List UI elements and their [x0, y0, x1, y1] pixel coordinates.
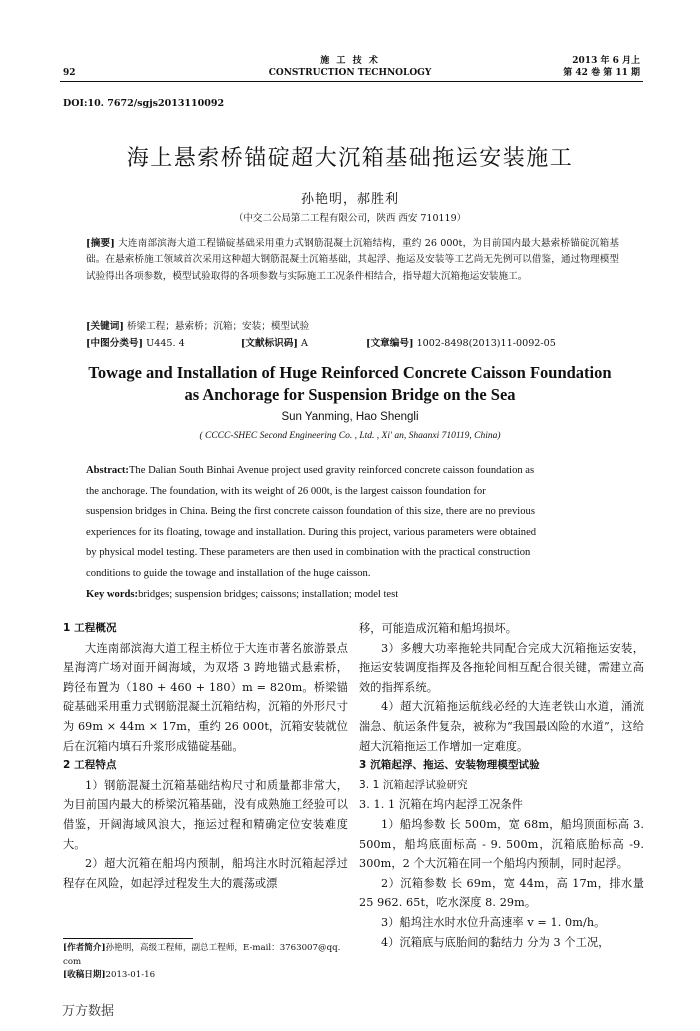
footnote-rule: [63, 938, 193, 939]
classification-row: [86, 335, 626, 349]
received-date-label: [收稿日期]: [63, 970, 106, 980]
section-3-1-1-heading: 3. 1. 1 沉箱在坞内起浮工况条件: [359, 798, 524, 812]
paragraph: 大连南部滨海大道工程主桥位于大连市著名旅游景点星海湾广场对面开阔海域，为双塔 3 跨地锚式悬索桥，跨径布置为（180 + 460 + 180）m = 820m。桥梁锚碇基础采用重力式钢筋混凝土沉箱结构，沉箱的外形尺寸为 69m × 44m × 17m，重约 26 000t，沉箱安装就位后在沉箱内填石升浆形成锚碇基础。: [63, 641, 348, 753]
abstract-en-line: The Dalian South Binhai Avenue project used gravity reinforced concrete caisson foundation as: [128, 465, 535, 476]
keywords-cn-label: [关键词]: [86, 321, 124, 332]
section-3-heading: 3 沉箱起浮、拖运、安装物理模型试验: [359, 759, 540, 772]
paragraph: 1）钢筋混凝土沉箱基础结构尺寸和质量都非常大，为目前国内最大的桥梁沉箱基础，没有成熟施工经验可以借鉴，开阔海域风浪大，拖运过程和精确定位安装难度大。: [63, 778, 348, 851]
section-2-heading: 2 工程特点: [63, 759, 117, 772]
article-number-value: 1002-8498(2013)11-0092-05: [416, 338, 556, 349]
keywords-en-text: bridges; suspension bridges; caissons; installation; model test: [138, 588, 399, 600]
volume-issue: 第 42 卷 第 11 期: [563, 68, 640, 78]
title-cn: 海上悬索桥锚碇超大沉箱基础拖运安装施工: [126, 146, 574, 171]
abstract-cn: [86, 236, 619, 285]
journal-name-en: CONSTRUCTION TECHNOLOGY: [268, 68, 432, 78]
clc-label: [中图分类号]: [86, 338, 144, 349]
title-en-line1: Towage and Installation of Huge Reinforced Concrete Caisson Foundation: [88, 363, 612, 382]
paragraph: 2）沉箱参数 长 69m，宽 44m，高 17m，排水量 25 962. 65t，吃水深度 8. 29m。: [359, 876, 644, 910]
abstract-en-line: the anchorage. The foundation, with its weight of 26 000t, is the largest caisson foundation for: [86, 485, 486, 497]
doc-code-value: A: [300, 338, 308, 349]
abstract-en-line: suspension bridges in China. Being the first concrete caisson foundation of this size, there are no previous: [86, 506, 535, 518]
keywords-cn: [86, 318, 309, 332]
title-en-line2: as Anchorage for Suspension Bridge on the Sea: [184, 385, 516, 404]
authors-cn: 孙艳明，郝胜利: [300, 192, 399, 207]
right-column: [359, 619, 644, 952]
abstract-cn-label: [摘要]: [86, 238, 115, 249]
author-bio-text: 孙艳明，高级工程师，副总工程师，E-mail：3763007@qq. com: [63, 943, 341, 967]
paragraph: 移，可能造成沉箱和船坞损坏。: [359, 622, 518, 635]
received-date-text: 2013-01-16: [105, 970, 156, 980]
author-bio-label: [作者简介]: [63, 943, 106, 953]
paragraph: 1）船坞参数 长 500m，宽 68m，船坞顶面标高 3. 500m，船坞底面标高 - 9. 500m，沉箱底胎标高 -9. 300m，2 个大沉箱在同一个船坞内预制，同时起浮。: [359, 817, 644, 871]
paragraph: 2）超大沉箱在船坞内预制，船坞注水时沉箱起浮过程存在风险，如起浮过程发生大的震荡或漂: [63, 857, 348, 890]
clc-value: U445. 4: [146, 338, 185, 349]
issue-date: 2013 年 6 月上: [572, 56, 640, 66]
doc-code-label: [文献标识码]: [240, 338, 298, 349]
page-number: 92: [63, 68, 76, 78]
keywords-en-label: Key words:: [86, 588, 139, 600]
affiliation-en: ( CCCC-SHEC Second Engineering Co. , Ltd. , Xi' an, Shaanxi 710119, China): [199, 431, 501, 441]
authors-en: Sun Yanming, Hao Shengli: [281, 411, 419, 423]
paragraph: 3）多艘大功率拖轮共同配合完成大沉箱拖运安装，拖运安装调度指挥及各拖轮间相互配合很关键，需建立高效的指挥系统。: [359, 641, 644, 694]
abstract-en-label: Abstract:: [86, 465, 129, 476]
doi: DOI:10. 7672/sgjs2013110092: [63, 98, 225, 109]
paragraph: 4）沉箱底与底胎间的黏结力 分为 3 个工况，: [381, 935, 610, 949]
abstract-en: [86, 461, 646, 605]
watermark: 万方数据: [62, 1004, 115, 1019]
keywords-cn-text: 桥梁工程；悬索桥；沉箱；安装；模型试验: [126, 321, 310, 332]
abstract-cn-text: 大连南部滨海大道工程锚碇基础采用重力式钢筋混凝土沉箱结构，重约 26 000t，为目前国内最大悬索桥锚碇沉箱基础。在悬索桥施工领域首次采用这种超大钢筋混凝土沉箱基础，其起浮、拖运及安装等工艺尚无先例可以借鉴，通过物理模型试验得出各项参数，模型试验取得的各项参数与实际施工工况条件相结合，指导超大沉箱拖运安装施工。: [86, 238, 619, 282]
footnote: [63, 942, 348, 983]
left-column: [63, 619, 348, 893]
abstract-en-line: experiences for its floating, towage and installation. During this project, various parameters were obtained: [86, 526, 537, 538]
section-1-heading: 1 工程概况: [63, 622, 117, 634]
paragraph: 3）船坞注水时水位升高速率 v = 1. 0m/h。: [381, 915, 606, 929]
paragraph: 4）超大沉箱拖运航线必经的大连老铁山水道，涌流湍急、航运条件复杂，被称为“我国最凶险的水道”，这给超大沉箱拖运工作增加一定难度。: [359, 700, 644, 753]
article-number-label: [文章编号]: [366, 338, 414, 349]
journal-name-cn: 施 工 技 术: [320, 56, 380, 66]
affiliation-cn: （中交二公局第二工程有限公司，陕西 西安 710119）: [233, 213, 467, 224]
abstract-en-line: conditions to guide the towage and installation of the huge caisson.: [86, 567, 371, 579]
abstract-en-line: by physical model testing. These parameters are then used in combination with the practical construction: [86, 547, 531, 559]
header-rule: [60, 81, 643, 82]
section-3-1-heading: 3. 1 沉箱起浮试验研究: [359, 778, 468, 791]
